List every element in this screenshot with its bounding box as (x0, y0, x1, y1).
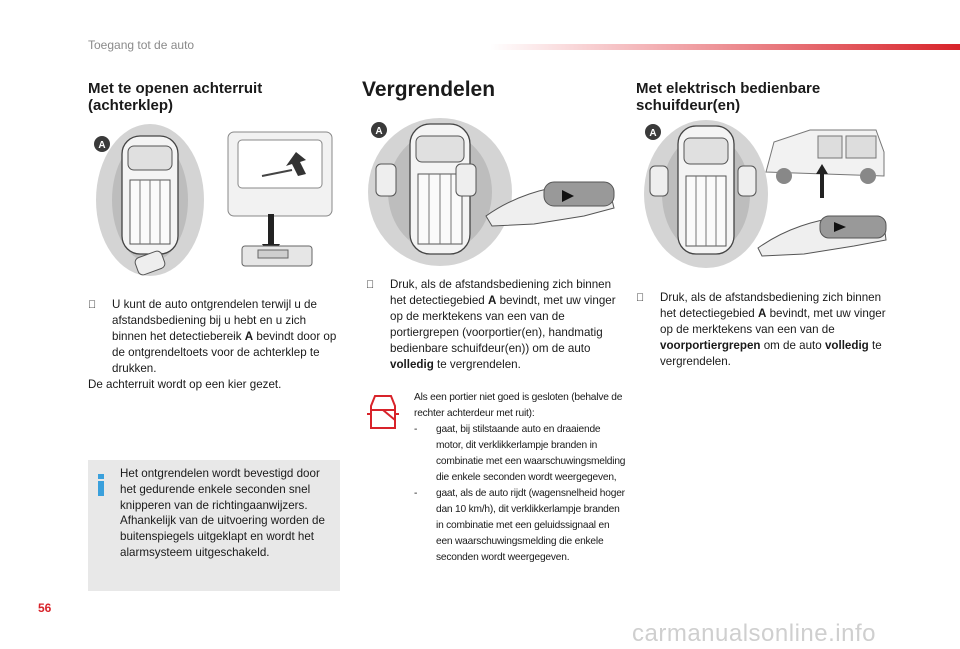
col1-title: Met te openen achterruit (achterklep) (88, 80, 263, 114)
car-warning-icon (366, 392, 400, 434)
bullet-arrow-icon (88, 297, 96, 313)
detection-zone-label-a: A (649, 128, 657, 139)
warning-item: - gaat, als de auto rijdt (wagensnelheid hoger dan 10 km/h), dit verklikkerlampje branden in combinatie met een geluidssignaal en een waarschuwingsmelding die enkele seconden wordt weergegeven. (414, 488, 625, 563)
bullet-arrow-icon (636, 290, 644, 306)
col2-bullet: Druk, als de afstandsbediening zich binnen het detectiegebied A bevindt, met uw vinger op de merktekens van een van de portiergrepen (voorportier(en), handmatig bedienbare schuifdeur(en)) om de auto volledig te vergrendelen. (366, 277, 628, 373)
footer-watermark: carmanualsonline.info (632, 620, 876, 647)
info-text: Het ontgrendelen wordt bevestigd door het gedurende enkele seconden snel knipperen van de richtingaanwijzers. Afhankelijk van de uitvoering worden de buitenspiegels uitgeklapt en wordt het alarmsysteem uitgeschakeld. (120, 467, 325, 559)
col2-title: Vergrendelen (362, 78, 496, 101)
detection-zone-label-a: A (98, 140, 106, 151)
sliding-door-illustration (640, 118, 890, 272)
bullet-arrow-icon (366, 277, 374, 293)
warning-intro: Als een portier niet goed is gesloten (behalve de rechter achterdeur met ruit): (414, 392, 623, 419)
col1-bullet: U kunt de auto ontgrendelen terwijl u de afstandsbediening bij u hebt en u zich binnen het detectiebereik A bevindt door op de ontgrendeltoets voor de achterklep te drukken. (88, 297, 338, 377)
info-icon (96, 474, 106, 496)
tailgate-illustration (92, 118, 338, 288)
header-accent-bar (490, 44, 960, 50)
page-number: 56 (38, 601, 52, 615)
warning-item: - gaat, bij stilstaande auto en draaiende motor, dit verklikkerlampje branden in combinatie met een waarschuwingsmelding die enkele seconden wordt weergegeven, (414, 424, 626, 483)
info-box (88, 460, 340, 591)
col1-after-text: De achterruit wordt op een kier gezet. (88, 378, 282, 391)
section-header: Toegang tot de auto (88, 38, 195, 52)
detection-zone-label-a: A (375, 126, 383, 137)
warning-note (414, 390, 626, 566)
col3-bullet: Druk, als de afstandsbediening zich binnen het detectiegebied A bevindt, met uw vinger op de merktekens van een van de voorportiergrepen om de auto volledig te vergrendelen. (636, 290, 898, 370)
col3-title: Met elektrisch bedienbare schuifdeur(en) (636, 80, 821, 114)
locking-illustration (364, 116, 620, 272)
